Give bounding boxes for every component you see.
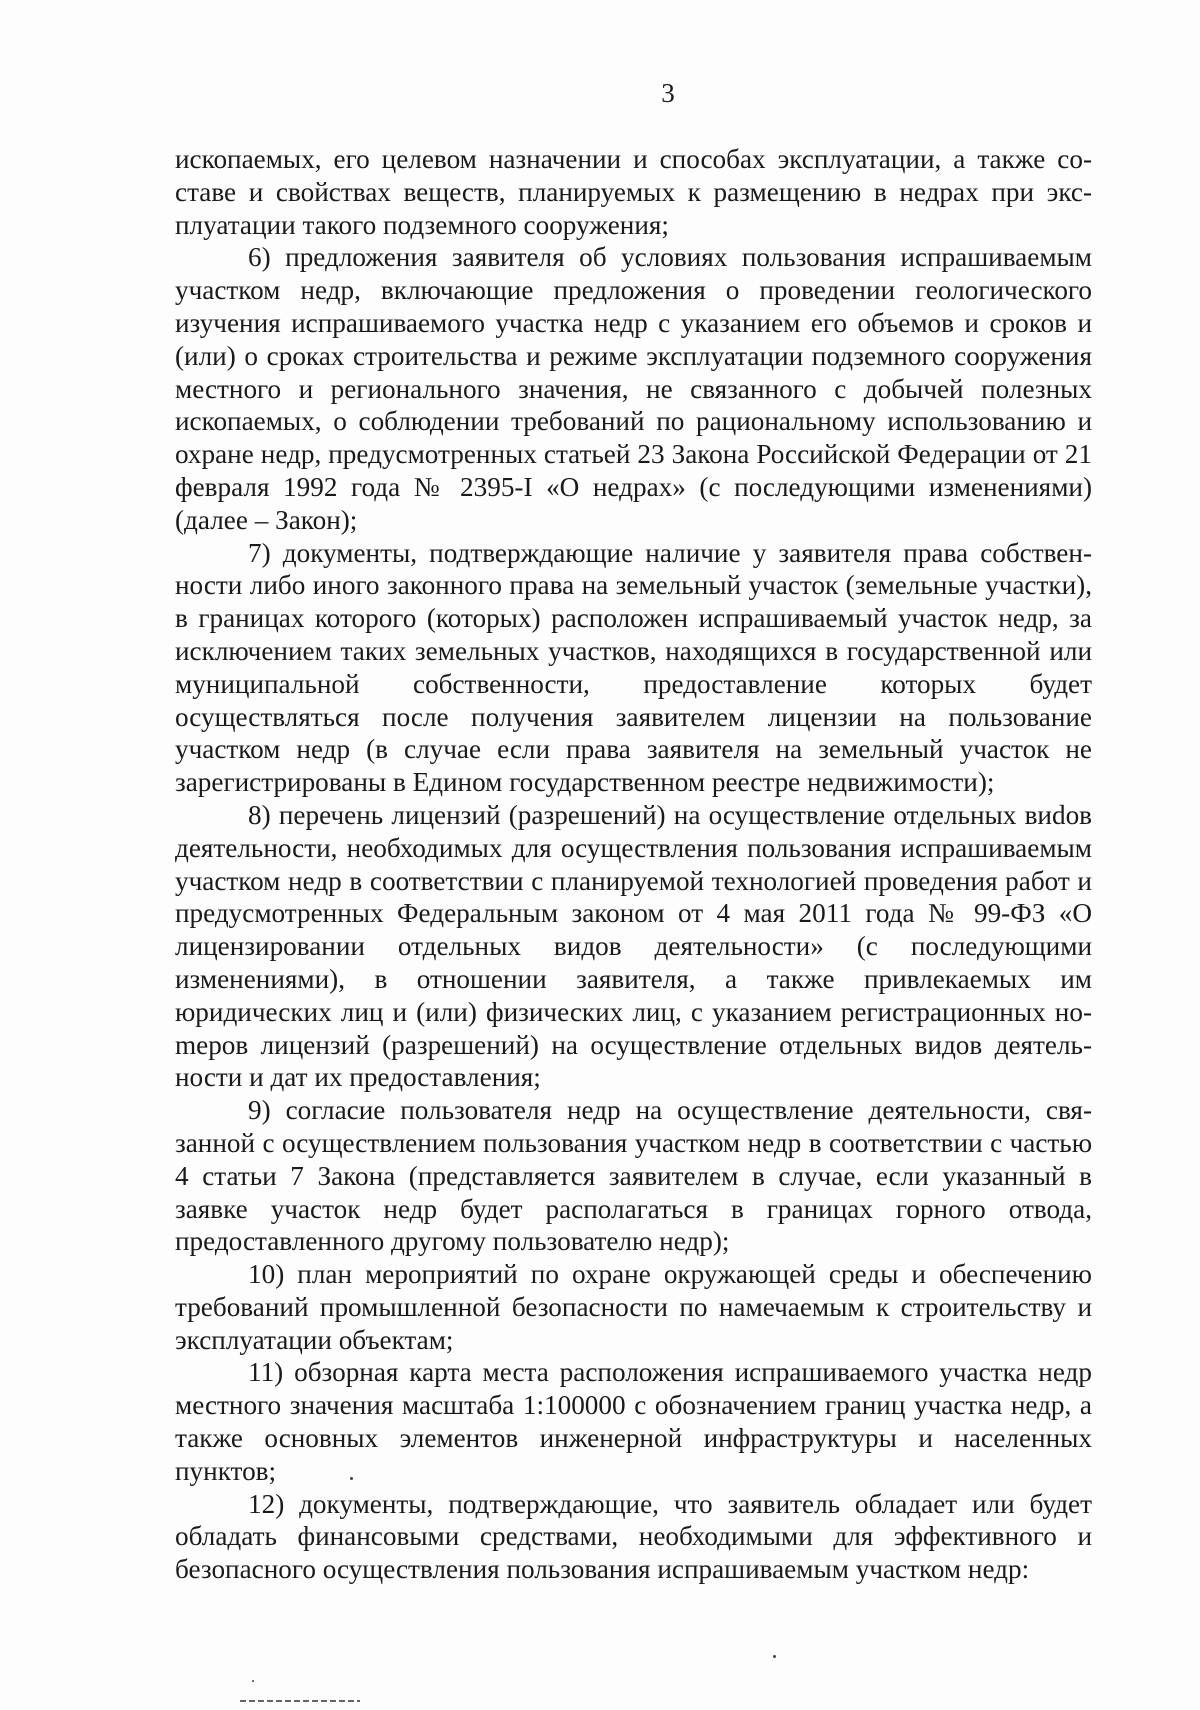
paragraph-item-7: 7) документы, подтверждающие наличие у заявителя права собственности либо иного законного права на земельный участок (земельные участки), в границах которого (которых) расположен испрашиваемый участок недр, за исключением таких земельных участков, находящихся в государственной или муниципальной собственности, предоставление которых будет осуществляться после получения заявителем лицензии на пользование участком недр (в случае если права заявителя на земельный участок не зарегистрированы в Едином государственном реестре недвижимости);	[175, 537, 1092, 798]
scan-speck	[252, 1680, 254, 1682]
paragraph-item-10: 10) план мероприятий по охране окружающей среды и обеспечению требований промышленной безопасности по намечаемым к строительству и эксплуатации объектам;	[175, 1259, 1092, 1355]
paragraph-item-8: 8) перечень лицензий (разрешений) на осуществление отдельных виdов деятельности, необходимых для осуществления пользования испрашиваемым участком недр в соответствии с планируемой технологией проведения работ и предусмотренных Федеральным законом от 4 мая 2011 года № 99-ФЗ «О лицензировании отдельных видов деятельности» (с последующими изменениями), в отношении заявителя, а также привлекаемых им юридических лиц и (или) физических лиц, с указанием регистрационных ноmеров лицензий (разрешений) на осуществление отдельных видов деятельности и дат их предоставления;	[175, 799, 1092, 1093]
paragraph-item-12: 12) документы, подтверждающие, что заявитель обладает или будет обладать финансовыми средствами, необходимыми для эффективного и безопасного осуществления пользования испрашиваемым участком недр:	[175, 1488, 1092, 1585]
page-number: 3	[661, 78, 675, 108]
scan-edge-mark	[240, 1700, 360, 1702]
scan-speck	[350, 1477, 353, 1480]
paragraph-item-11: 11) обзорная карта места расположения испрашиваемого участка недр местного значения масштаба 1:100000 с обозначением границ участка недр, а также основных элементов инженерной инфраструктуры и населенных пунктов;	[175, 1357, 1092, 1486]
scan-speck	[773, 1655, 776, 1658]
document-body	[175, 143, 1092, 1586]
paragraph-item-6: 6) предложения заявителя об условиях пользования испрашиваемым участком недр, включающие предложения о проведении геологического изучения испрашиваемого участка недр с указанием его объемов и сроков и (или) о сроках строительства и режиме эксплуатации подземного сооружения местного и регионального значения, не связанного с добычей полезных ископаемых, о соблюдении требований по рациональному использованию и охране недр, предусмотренных статьей 23 Закона Российской Федерации от 21 февраля 1992 года № 2395-I «О недрах» (с последующими изменениями) (далее – Закон);	[175, 242, 1092, 535]
paragraph-continued: ископаемых, его целевом назначении и способах эксплуатации, а также составе и свойствах веществ, планируемых к размещению в недрах при эксплуатации такого подземного сооружения;	[175, 144, 1092, 240]
paragraph-item-9: 9) согласие пользователя недр на осуществление деятельности, связанной с осуществлением пользования участком недр в соответствии с частью 4 статьи 7 Закона (представляется заявителем в случае, если указанный в заявке участок недр будет располагаться в границах горного отвода, предоставленного другому пользователю недр);	[175, 1095, 1092, 1257]
